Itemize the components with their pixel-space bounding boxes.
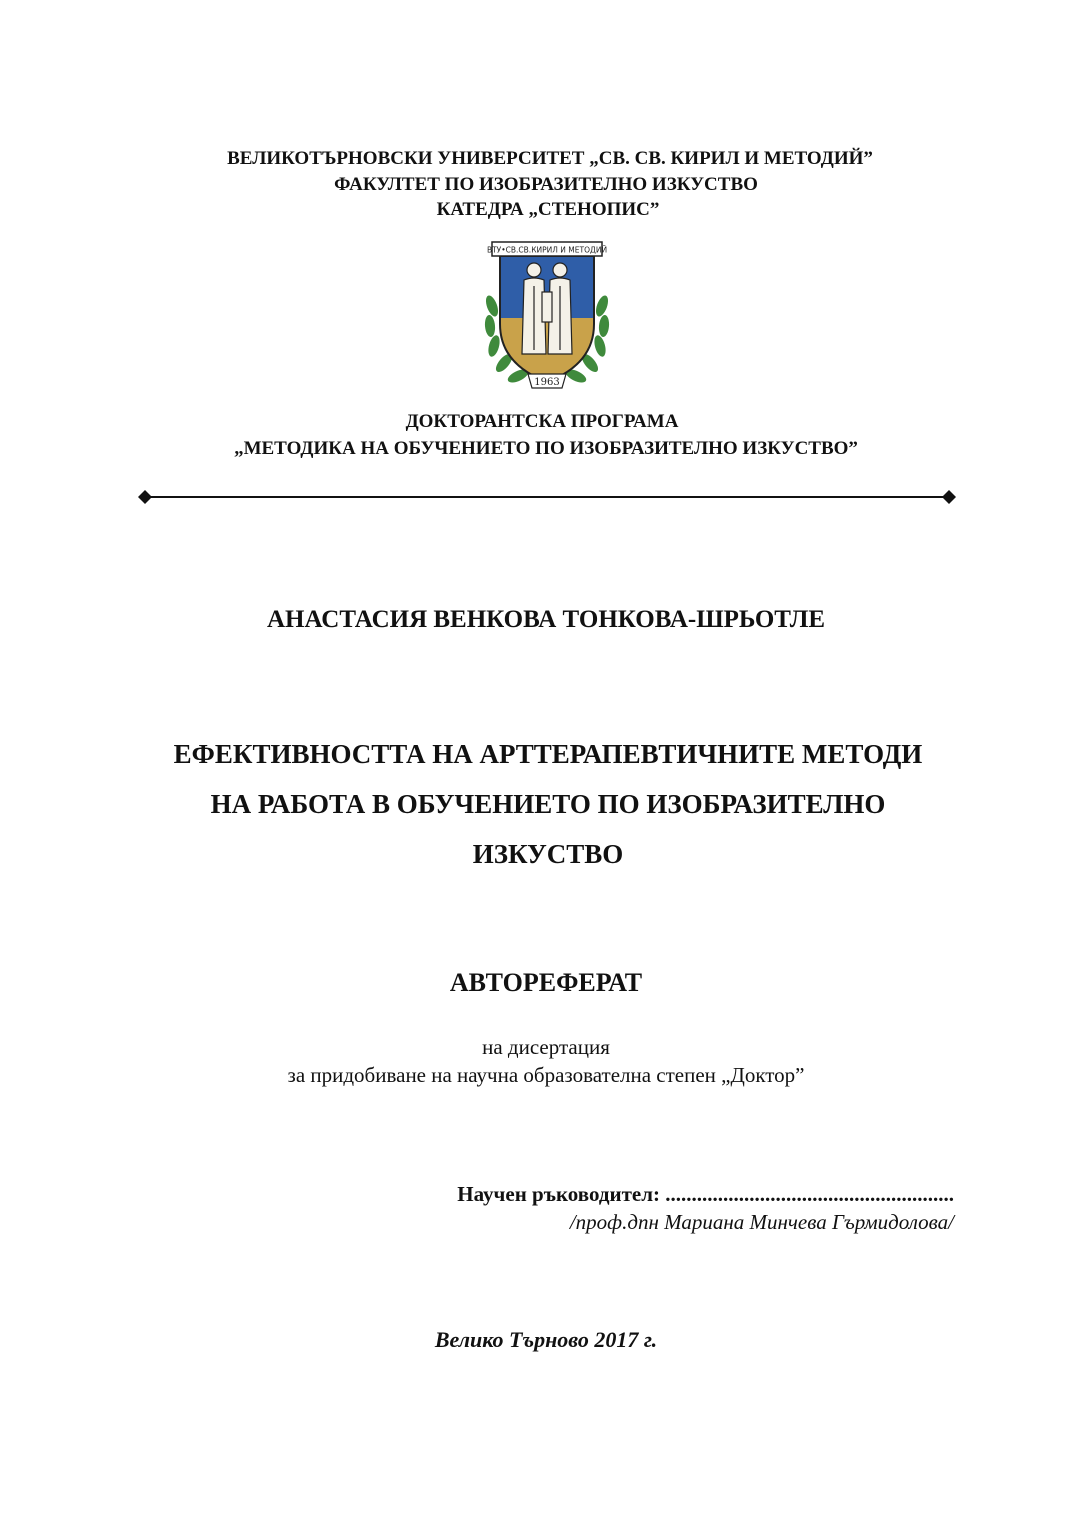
document-type: АВТОРЕФЕРАТ [449,968,643,997]
diamond-left-icon [138,490,152,504]
title-line-2: НА РАБОТА В ОБУЧЕНИЕТО ПО ИЗОБРАЗИТЕЛНО [210,789,886,819]
diamond-right-icon [942,490,956,504]
program-name: „МЕТОДИКА НА ОБУЧЕНИЕТО ПО ИЗОБРАЗИТЕЛНО ИЗКУСТВО” [234,438,858,459]
supervisor-block [457,1180,954,1236]
divider-line [137,487,957,507]
department-name: КАТЕДРА „СТЕНОПИС” [436,199,660,220]
title-line-1: ЕФЕКТИВНОСТТА НА АРТТЕРАПЕВТИЧНИТЕ МЕТОДИ [173,739,923,769]
dissertation-title [8,729,1080,879]
subtitle-line-1: на дисертация [482,1035,610,1059]
place-and-year: Велико Търново 2017 г. [434,1327,658,1352]
supervisor-name: /проф.дпн Мариана Минчева Гърмидолова/ [569,1210,954,1234]
author-name: АНАСТАСИЯ ВЕНКОВА ТОНКОВА-ШРЬОТЛЕ [266,606,826,633]
university-name: ВЕЛИКОТЪРНОВСКИ УНИВЕРСИТЕТ „СВ. СВ. КИРИЛ И МЕТОДИЙ” [227,148,873,169]
faculty-name: ФАКУЛТЕТ ПО ИЗОБРАЗИТЕЛНО ИЗКУСТВО [334,174,758,195]
emblem-year: 1963 [534,377,560,388]
title-line-3: ИЗКУСТВО [472,839,624,869]
subtitle [6,1033,1080,1089]
university-emblem-logo [478,236,616,392]
program-label: ДОКТОРАНТСКА ПРОГРАМА [405,411,679,432]
emblem-banner-text: ВТУ•СВ.СВ.КИРИЛ И МЕТОДИЙ [486,245,608,255]
subtitle-line-2: за придобиване на научна образователна степен „Доктор” [287,1063,805,1087]
supervisor-label: Научен ръководител: ....................................................... [457,1182,954,1206]
